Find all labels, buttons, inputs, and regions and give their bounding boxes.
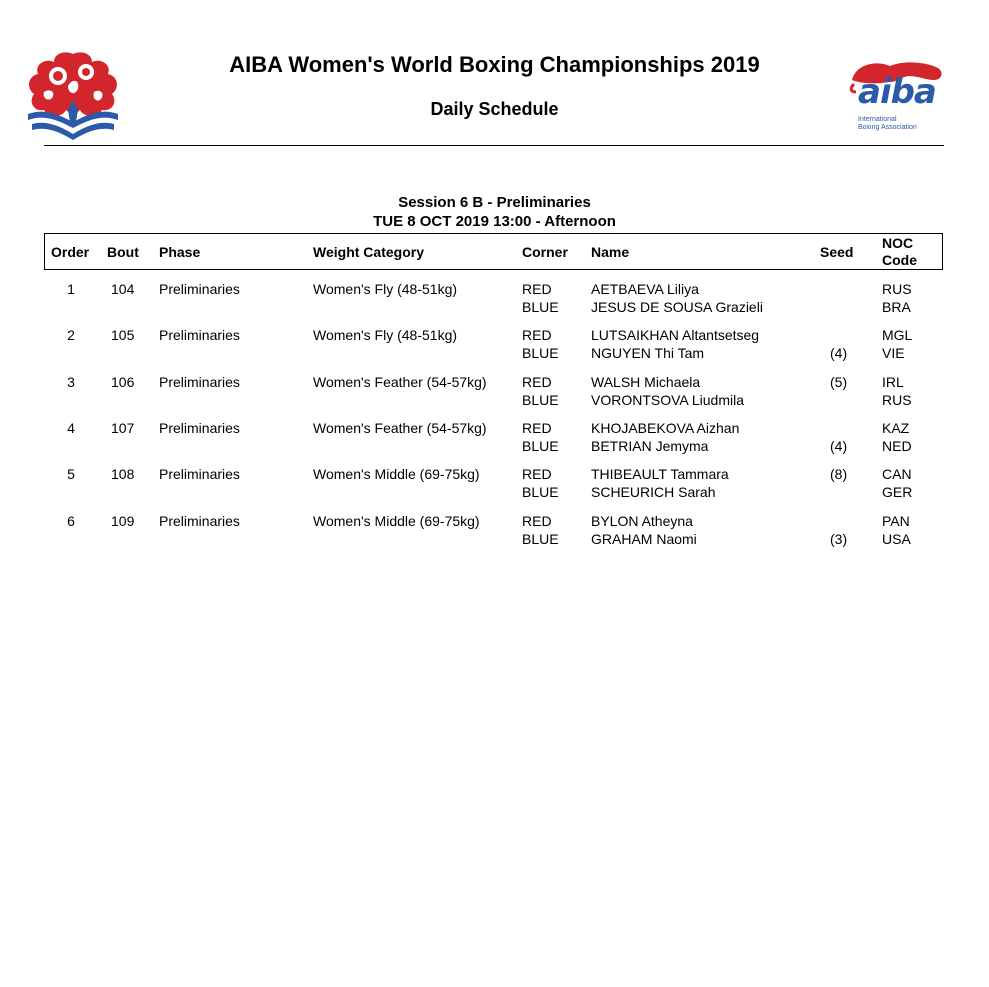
bout-cell: 107	[111, 420, 135, 436]
red-name-cell: WALSH Michaela	[591, 374, 701, 390]
session-title: Session 6 B - Preliminaries	[398, 194, 591, 211]
red-name-cell: LUTSAIKHAN Altantsetseg	[591, 327, 760, 343]
aiba-caption-line2: Boxing Association	[858, 124, 917, 131]
col-header-code: Code	[882, 252, 917, 268]
red-seed-cell: (8)	[830, 466, 848, 482]
phase-cell: Preliminaries	[159, 420, 240, 436]
red-corner-cell: RED	[522, 374, 552, 390]
blue-corner-cell: BLUE	[522, 484, 559, 500]
table-row	[0, 513, 989, 557]
weight-category-cell: Women's Feather (54-57kg)	[313, 374, 487, 390]
blue-noc-cell: BRA	[882, 299, 911, 315]
blue-name-cell: GRAHAM Naomi	[591, 531, 697, 547]
blue-noc-cell: GER	[882, 484, 913, 500]
col-header-noc: NOC	[882, 235, 914, 251]
blue-name-cell: NGUYEN Thi Tam	[591, 345, 705, 361]
red-corner-cell: RED	[522, 513, 552, 529]
phase-cell: Preliminaries	[159, 281, 240, 297]
phase-cell: Preliminaries	[159, 374, 240, 390]
header-divider	[44, 145, 944, 146]
table-row	[0, 281, 989, 325]
red-noc-cell: RUS	[882, 281, 912, 297]
bout-cell: 106	[111, 374, 135, 390]
phase-cell: Preliminaries	[159, 327, 240, 343]
blue-name-cell: BETRIAN Jemyma	[591, 438, 709, 454]
phase-cell: Preliminaries	[159, 513, 240, 529]
blue-noc-cell: USA	[882, 531, 911, 547]
blue-corner-cell: BLUE	[522, 438, 559, 454]
session-datetime: TUE 8 OCT 2019 13:00 - Afternoon	[373, 213, 616, 230]
blue-noc-cell: VIE	[882, 345, 905, 361]
weight-category-cell: Women's Middle (69-75kg)	[313, 513, 480, 529]
document-title: AIBA Women's World Boxing Championships 2019	[229, 52, 760, 77]
red-noc-cell: IRL	[882, 374, 904, 390]
col-header-order: Order	[51, 244, 90, 260]
red-name-cell: THIBEAULT Tammara	[591, 466, 729, 482]
bout-cell: 105	[111, 327, 135, 343]
col-header-weight-category: Weight Category	[313, 244, 424, 260]
red-name-cell: BYLON Atheyna	[591, 513, 693, 529]
order-cell: 2	[67, 327, 75, 343]
blue-corner-cell: BLUE	[522, 531, 559, 547]
red-corner-cell: RED	[522, 281, 552, 297]
phase-cell: Preliminaries	[159, 466, 240, 482]
blue-name-cell: SCHEURICH Sarah	[591, 484, 716, 500]
blue-name-cell: JESUS DE SOUSA Grazieli	[591, 299, 763, 315]
order-cell: 4	[67, 420, 75, 436]
order-cell: 5	[67, 466, 75, 482]
order-cell: 6	[67, 513, 75, 529]
table-row	[0, 374, 989, 418]
red-noc-cell: PAN	[882, 513, 910, 529]
blue-seed-cell: (4)	[830, 345, 848, 361]
weight-category-cell: Women's Feather (54-57kg)	[313, 420, 487, 436]
col-header-corner: Corner	[522, 244, 568, 260]
document-subtitle: Daily Schedule	[430, 99, 559, 119]
aiba-caption-line1: International	[858, 116, 897, 123]
red-name-cell: AETBAEVA Liliya	[591, 281, 699, 297]
aiba-wordmark: aiba	[858, 72, 936, 112]
col-header-bout: Bout	[107, 244, 139, 260]
red-corner-cell: RED	[522, 327, 552, 343]
red-noc-cell: KAZ	[882, 420, 910, 436]
col-header-phase: Phase	[159, 244, 201, 260]
blue-name-cell: VORONTSOVA Liudmila	[591, 392, 745, 408]
red-noc-cell: MGL	[882, 327, 913, 343]
red-noc-cell: CAN	[882, 466, 912, 482]
weight-category-cell: Women's Middle (69-75kg)	[313, 466, 480, 482]
blue-seed-cell: (4)	[830, 438, 848, 454]
col-header-seed: Seed	[820, 244, 854, 260]
blue-seed-cell: (3)	[830, 531, 848, 547]
blue-corner-cell: BLUE	[522, 345, 559, 361]
red-name-cell: KHOJABEKOVA Aizhan	[591, 420, 740, 436]
col-header-name: Name	[591, 244, 630, 260]
table-row	[0, 420, 989, 464]
table-row	[0, 327, 989, 371]
table-header	[44, 233, 943, 270]
order-cell: 1	[67, 281, 75, 297]
blue-corner-cell: BLUE	[522, 392, 559, 408]
red-corner-cell: RED	[522, 420, 552, 436]
blue-corner-cell: BLUE	[522, 299, 559, 315]
bout-cell: 104	[111, 281, 135, 297]
bout-cell: 108	[111, 466, 135, 482]
table-row	[0, 466, 989, 510]
bout-cell: 109	[111, 513, 135, 529]
weight-category-cell: Women's Fly (48-51kg)	[313, 281, 458, 297]
red-corner-cell: RED	[522, 466, 552, 482]
blue-noc-cell: RUS	[882, 392, 912, 408]
red-seed-cell: (5)	[830, 374, 848, 390]
weight-category-cell: Women's Fly (48-51kg)	[313, 327, 458, 343]
blue-noc-cell: NED	[882, 438, 912, 454]
order-cell: 3	[67, 374, 75, 390]
